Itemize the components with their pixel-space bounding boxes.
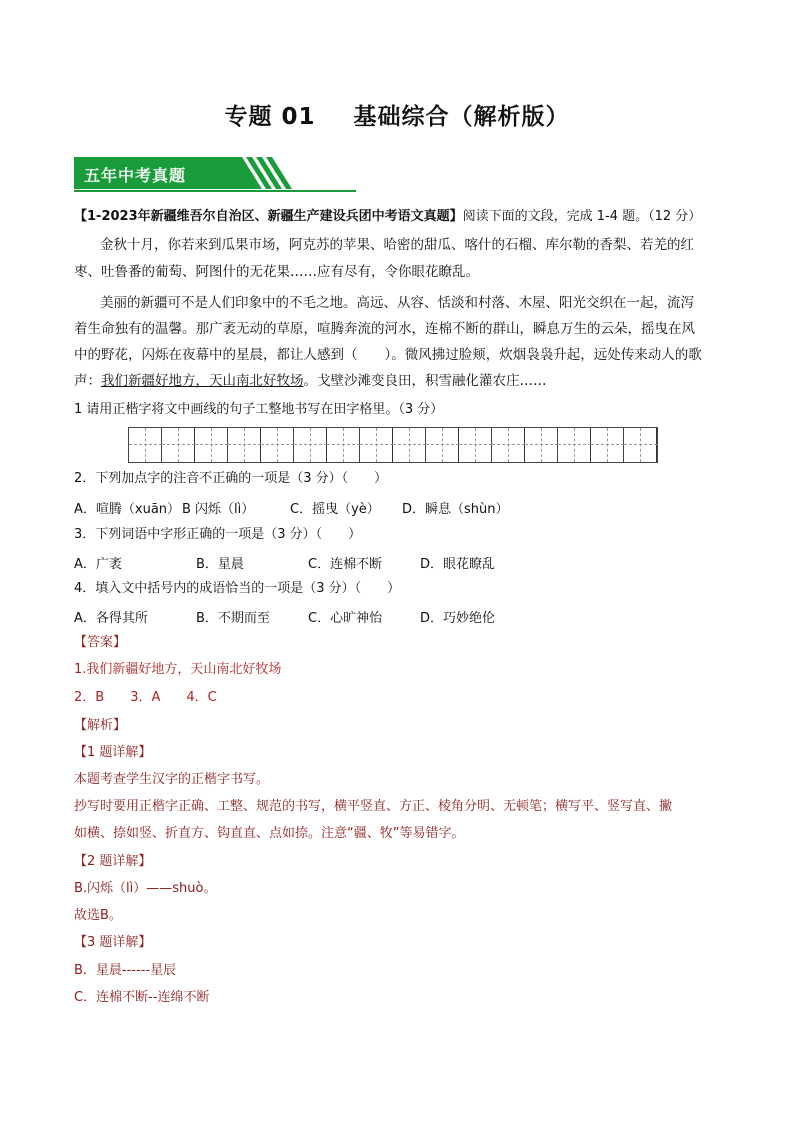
question-4-options	[74, 607, 495, 626]
passage-line	[74, 372, 724, 390]
grid-cell	[327, 428, 360, 462]
grid-cell	[129, 428, 162, 462]
grid-cell	[195, 428, 228, 462]
option-d: D．眼花瞭乱	[420, 557, 496, 572]
tianzige-grid	[128, 427, 658, 463]
question-2-options	[74, 498, 509, 517]
grid-cell	[162, 428, 195, 462]
detail-1-text: 如横、捺如竖、折直方、钩直直、点如捺。注意“疆、牧”等易错字。	[74, 826, 465, 841]
option-d: D．瞬息（shùn）	[402, 502, 509, 517]
passage-text: 声：	[74, 373, 101, 389]
passage-line: 美丽的新疆可不是人们印象中的不毛之地。高远、从容、恬淡和村落、木屋、阳光交织在一起，流泻	[100, 295, 694, 311]
option-a: A．广袤	[74, 557, 122, 572]
passage-line: 中的野花，闪烁在夜幕中的星晨，都让人感到（ ）。微风拂过脸颊，炊烟袅袅升起，远处传来动人的歌	[74, 347, 702, 363]
answer-rest: 2．B 3．A 4．C	[74, 690, 217, 705]
grid-cell	[228, 428, 261, 462]
option-b: B 闪烁（lì）	[182, 502, 255, 517]
option-d: D．巧妙绝伦	[420, 611, 496, 626]
passage-text: 。戈壁沙滩变良田，积雪融化灌农庄……	[303, 373, 547, 389]
grid-cell	[591, 428, 624, 462]
question-4: 4．填入文中括号内的成语恰当的一项是（3 分）（ ）	[74, 581, 401, 596]
passage-line: 枣、吐鲁番的葡萄、阿图什的无花果……应有尽有，令你眼花瞭乱。	[74, 264, 479, 280]
grid-cell	[294, 428, 327, 462]
banner-underline	[74, 190, 356, 192]
grid-cell	[492, 428, 525, 462]
detail-1-label: 【1 题详解】	[74, 745, 152, 760]
passage-line: 着生命独有的温馨。那广袤无动的草原，喧腾奔流的河水，连棉不断的群山，瞬息万生的云朵，摇曳在风	[74, 321, 695, 337]
grid-cell	[558, 428, 591, 462]
grid-cell	[624, 428, 657, 462]
option-c: C．摇曳（yè）	[290, 502, 380, 517]
grid-cell	[426, 428, 459, 462]
question-1: 1 请用正楷字将文中画线的句子工整地书写在田字格里。（3 分）	[74, 402, 444, 417]
section-banner	[74, 157, 356, 193]
option-a: A．各得其所	[74, 611, 148, 626]
option-c: C．心旷神怡	[308, 611, 383, 626]
question-source: 【1-2023年新疆维吾尔自治区、新疆生产建设兵团中考语文真题】	[74, 209, 463, 224]
underlined-sentence: 我们新疆好地方，天山南北好牧场	[101, 373, 304, 389]
page-title	[0, 98, 794, 131]
banner-stripes-icon	[224, 157, 334, 191]
question-3: 3．下列词语中字形正确的一项是（3 分）（ ）	[74, 527, 362, 542]
detail-1-text: 本题考查学生汉字的正楷字书写。	[74, 772, 270, 787]
option-b: B．星晨	[196, 557, 244, 572]
grid-cell	[525, 428, 558, 462]
passage-line: 金秋十月，你若来到瓜果市场，阿克苏的苹果、哈密的甜瓜、喀什的石榴、库尔勒的香梨、若羌的红	[100, 237, 694, 253]
option-c: C．连棉不断	[308, 557, 383, 572]
detail-3-text: C．连棉不断--连绵不断	[74, 990, 210, 1005]
option-a: A．喧腾（xuān）	[74, 502, 181, 517]
detail-2-text: 故选B。	[74, 908, 122, 923]
answer-label: 【答案】	[74, 635, 127, 650]
question-instruction: 阅读下面的文段，完成 1-4 题。（12 分）	[462, 209, 702, 224]
detail-3-label: 【3 题详解】	[74, 935, 152, 950]
grid-cell	[393, 428, 426, 462]
detail-2-label: 【2 题详解】	[74, 854, 152, 869]
analysis-label: 【解析】	[74, 718, 127, 733]
question-header	[74, 208, 724, 226]
answer-1: 1.我们新疆好地方，天山南北好牧场	[74, 662, 282, 677]
banner-label: 五年中考真题	[84, 166, 187, 185]
question-3-options	[74, 553, 495, 572]
detail-3-text: B．星晨------星辰	[74, 963, 177, 978]
grid-cell	[261, 428, 294, 462]
title-number: 专题 01	[224, 104, 316, 130]
detail-2-text: B.闪烁（lì）——shuò。	[74, 881, 217, 896]
detail-1-text: 抄写时要用正楷字正确、工整、规范的书写，横平竖直、方正、棱角分明、无顿笔；横写平、竖写直、撇	[74, 799, 673, 814]
grid-cell	[459, 428, 492, 462]
question-2: 2．下列加点字的注音不正确的一项是（3 分）（ ）	[74, 471, 388, 486]
option-b: B．不期而至	[196, 611, 270, 626]
grid-cell	[360, 428, 393, 462]
title-text: 基础综合（解析版）	[353, 104, 570, 130]
